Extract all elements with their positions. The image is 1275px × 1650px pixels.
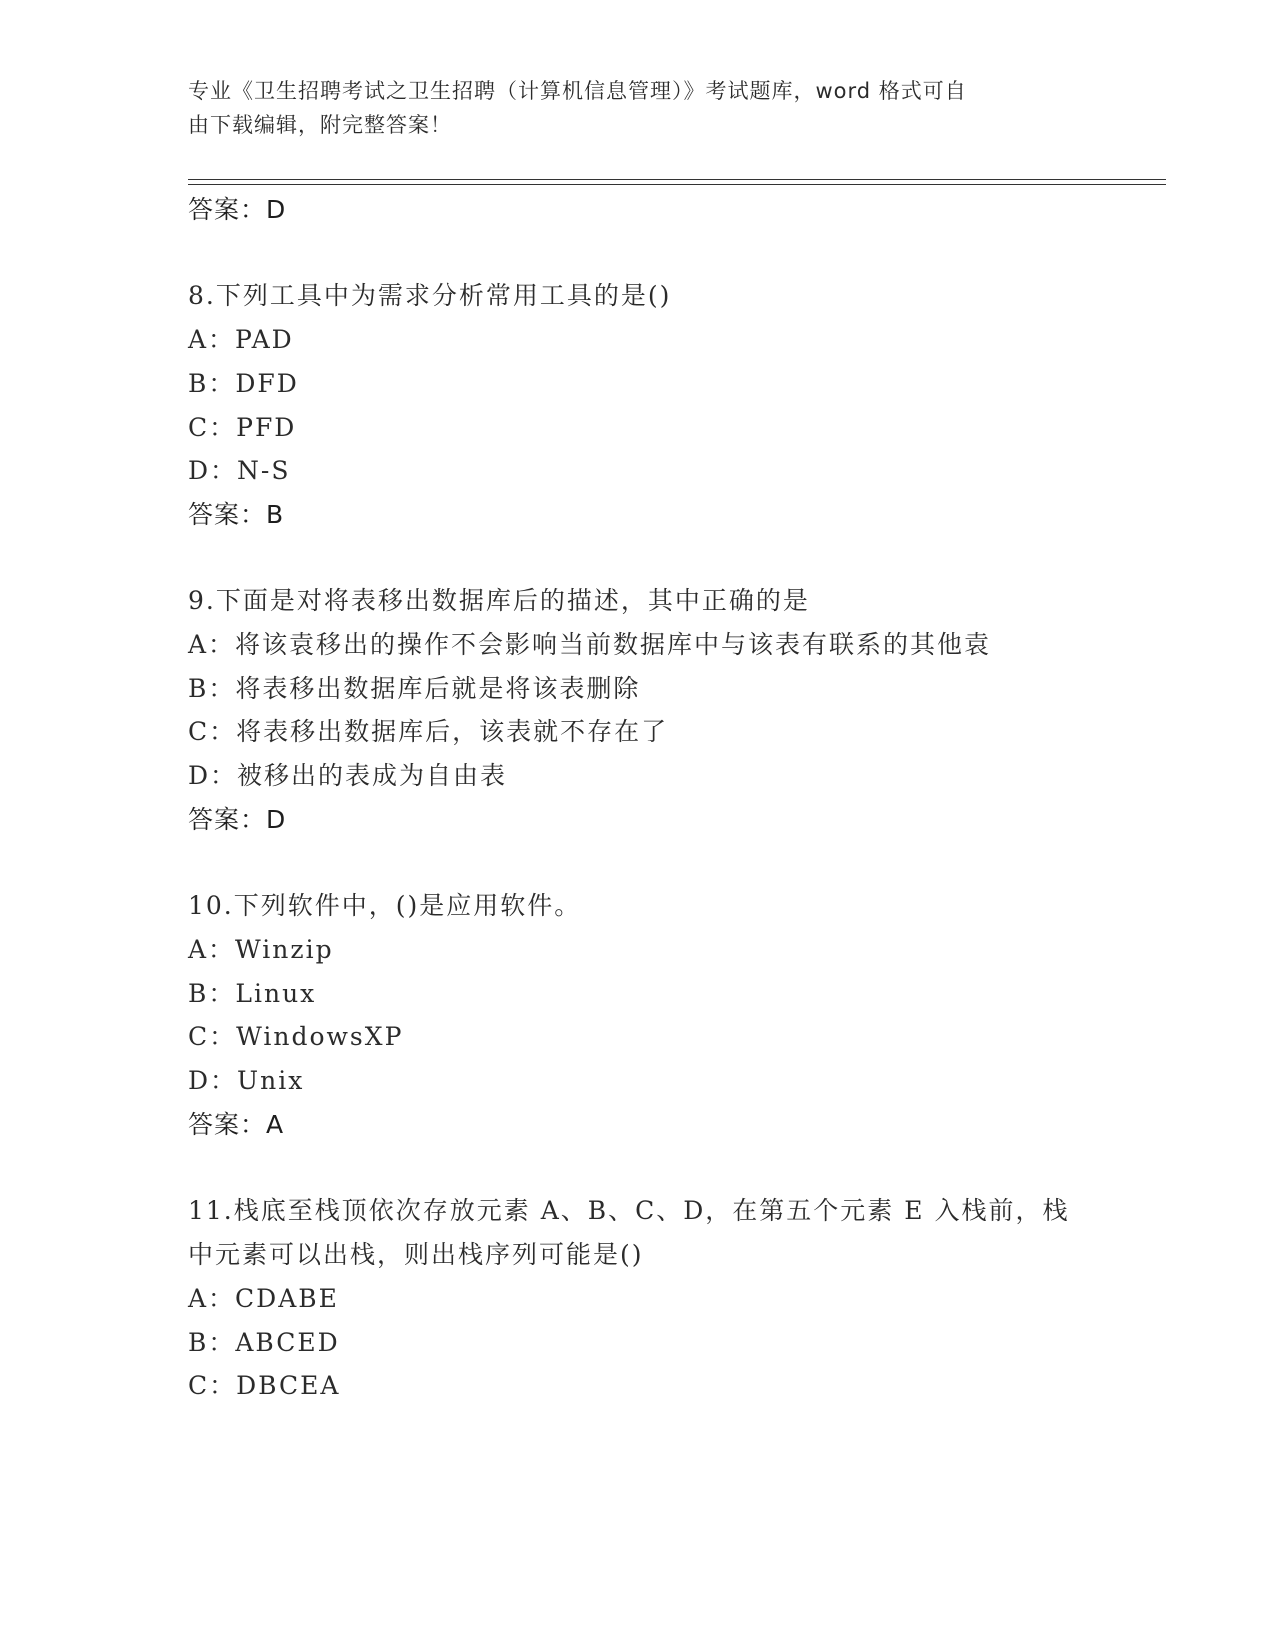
- question-10-option-d: D：Unix: [188, 1066, 305, 1095]
- question-9-option-a: A：将该袁移出的操作不会影响当前数据库中与该表有联系的其他袁: [188, 630, 992, 659]
- header-line-2: 由下载编辑，附完整答案！: [188, 113, 452, 137]
- question-11-option-c: C：DBCEA: [188, 1371, 341, 1400]
- question-8-option-c: C：PFD: [188, 413, 297, 442]
- question-9-option-c: C：将表移出数据库后，该表就不存在了: [188, 717, 669, 746]
- question-10-option-b: B：Linux: [188, 979, 317, 1008]
- question-11-option-a: A：CDABE: [188, 1284, 339, 1313]
- question-10-option-a: A：Winzip: [188, 935, 334, 964]
- header-line-1: 专业《卫生招聘考试之卫生招聘（计算机信息管理）》考试题库，word 格式可自: [188, 79, 967, 103]
- question-9-answer: 答案：D: [188, 805, 287, 834]
- header-divider-bottom: [188, 184, 1166, 185]
- question-9-option-d: D：被移出的表成为自由表: [188, 761, 508, 790]
- question-9-option-b: B：将表移出数据库后就是将该表删除: [188, 674, 641, 703]
- question-10-stem: 10.下列软件中，()是应用软件。: [188, 891, 582, 920]
- question-8-answer: 答案：B: [188, 500, 285, 529]
- question-11-stem-line-2: 中元素可以出栈，则出栈序列可能是(): [188, 1240, 644, 1269]
- question-8-stem: 8.下列工具中为需求分析常用工具的是(): [188, 281, 672, 310]
- header-divider-top: [188, 179, 1166, 180]
- question-10-answer: 答案：A: [188, 1110, 285, 1139]
- question-9-stem: 9.下面是对将表移出数据库后的描述，其中正确的是: [188, 586, 810, 615]
- question-11-option-b: B：ABCED: [188, 1328, 340, 1357]
- question-8-option-b: B：DFD: [188, 369, 299, 398]
- previous-answer: 答案：D: [188, 195, 287, 224]
- question-8-option-a: A：PAD: [188, 325, 294, 354]
- document-header: [188, 74, 1068, 142]
- question-8-option-d: D：N-S: [188, 456, 291, 485]
- question-11-stem-line-1: 11.栈底至栈顶依次存放元素 A、B、C、D，在第五个元素 E 入栈前，栈: [188, 1196, 1070, 1225]
- question-10-option-c: C：WindowsXP: [188, 1022, 404, 1051]
